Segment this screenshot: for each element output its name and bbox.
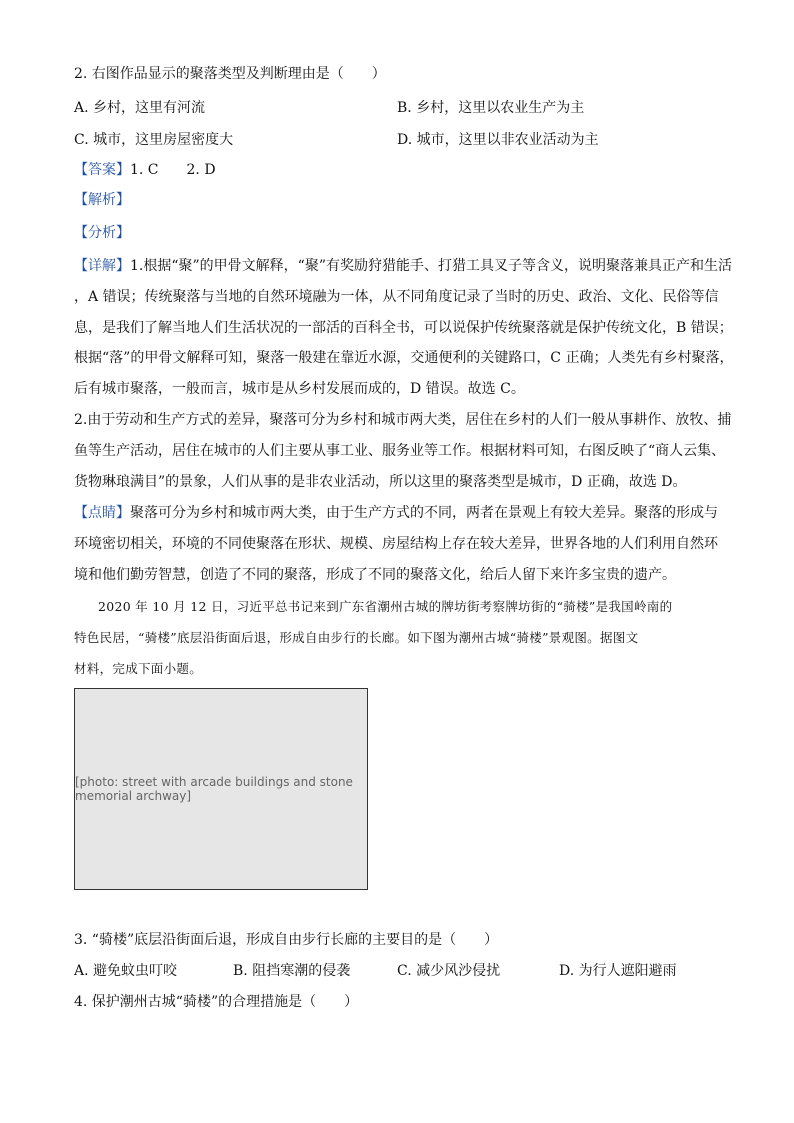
- dianjing-text-1: 聚落可分为乡村和城市两大类，由于生产方式的不同，两者在景观上有较大差异。聚落的形成与: [130, 505, 718, 521]
- detail-line-7: 鱼等生产活动，居住在城市的人们主要从事工业、服务业等工作。根据材料可知，右图反映了“商人云集、: [74, 443, 726, 459]
- detail-tag: 【详解】: [74, 258, 130, 274]
- photo-caption: [photo: street with arcade buildings and stone memorial archway]: [75, 775, 353, 803]
- dianjing-line-1: [74, 503, 718, 523]
- detail-line-4: 根据“落”的甲骨文解释可知，聚落一般建在靠近水源，交通便利的关键路口，C 正确；人类先有乡村聚落，: [74, 350, 734, 366]
- q3-option-b: B. 阻挡寒潮的侵袭: [233, 963, 351, 979]
- material-line-3: 材料，完成下面小题。: [74, 661, 203, 676]
- detail-line-1: [74, 256, 732, 276]
- q2-option-c: C. 城市，这里房屋密度大: [74, 132, 234, 148]
- material-line-1: 2020 年 10 月 12 日，习近平总书记来到广东省潮州古城的牌坊街考察牌坊街的“骑楼”是我国岭南的: [98, 599, 673, 614]
- q2-option-a: A. 乡村，这里有河流: [74, 100, 206, 116]
- dianjing-line-2: 环境密切相关，环境的不同使聚落在形状、规模、房屋结构上存在较大差异，世界各地的人们利用自然环: [74, 536, 718, 552]
- dianjing-tag: 【点睛】: [74, 505, 130, 521]
- answer-line: [74, 160, 216, 180]
- detail-line-2: ，A 错误；传统聚落与当地的自然环境融为一体，从不同角度记录了当时的历史、政治、文化、民俗等信: [74, 289, 719, 305]
- q2-option-b: B. 乡村，这里以农业生产为主: [397, 100, 585, 116]
- q3-option-c: C. 减少风沙侵扰: [397, 963, 501, 979]
- detail-text-1: 1.根据“聚”的甲骨文解释，“聚”有奖励狩猎能手、打猎工具叉子等含义，说明聚落兼具正产和生活: [130, 258, 732, 274]
- dianjing-line-3: 境和他们勤劳智慧，创造了不同的聚落，形成了不同的聚落文化，给后人留下来许多宝贵的遗产。: [74, 567, 676, 583]
- fenxi-tag: 【分析】: [74, 225, 130, 241]
- q2-stem: 2. 右图作品显示的聚落类型及判断理由是（ ）: [74, 66, 386, 82]
- answer-text: 1. C 2. D: [130, 162, 216, 178]
- detail-line-6: 2.由于劳动和生产方式的差异，聚落可分为乡村和城市两大类，居住在乡村的人们一般从事耕作、放牧、捕: [74, 412, 732, 428]
- detail-line-8: 货物琳琅满目”的景象，人们从事的是非农业活动，所以这里的聚落类型是城市，D 正确，故选 D。: [74, 474, 687, 490]
- q3-stem: 3. “骑楼”底层沿街面后退，形成自由步行长廊的主要目的是（ ）: [74, 932, 499, 948]
- answer-tag: 【答案】: [74, 162, 130, 178]
- q3-option-a: A. 避免蚊虫叮咬: [74, 963, 178, 979]
- q4-stem: 4. 保护潮州古城“骑楼”的合理措施是（ ）: [74, 994, 359, 1010]
- detail-line-3: 息，是我们了解当地人们生活状况的一部活的百科全书，可以说保护传统聚落就是保护传统文化，B 错误；: [74, 320, 733, 336]
- material-line-2: 特色民居，“骑楼”底层沿街面后退，形成自由步行的长廊。如下图为潮州古城“骑楼”景观图。据图文: [74, 630, 639, 645]
- q3-option-d: D. 为行人遮阳避雨: [559, 963, 677, 979]
- q2-option-d: D. 城市，这里以非农业活动为主: [397, 132, 599, 148]
- jiexi-tag: 【解析】: [74, 192, 130, 208]
- detail-line-5: 后有城市聚落，一般而言，城市是从乡村发展而成的，D 错误。故选 C。: [74, 381, 525, 397]
- qilou-photo: [74, 688, 368, 890]
